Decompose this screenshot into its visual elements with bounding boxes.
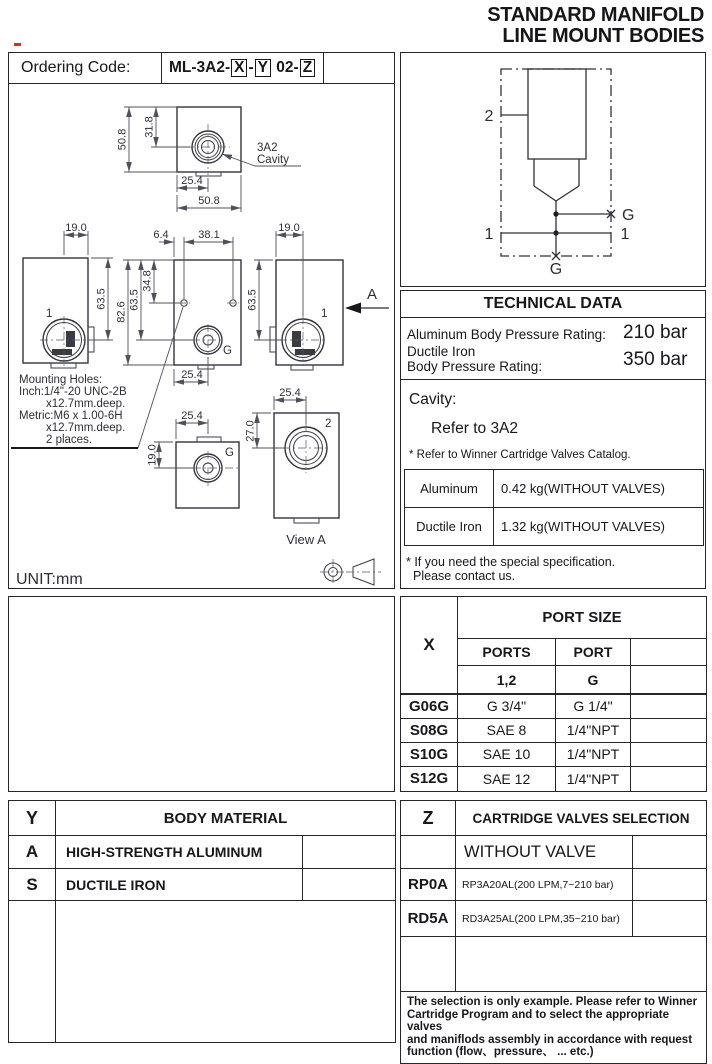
material-code: S <box>9 869 56 901</box>
port-code: S08G <box>401 718 458 742</box>
port-value: 1/4"NPT <box>556 766 631 791</box>
mounting-note-line: x12.7mm.deep. <box>46 422 126 434</box>
title-line-1: STANDARD MANIFOLD <box>487 4 704 26</box>
table-row <box>405 508 704 546</box>
empty-cell <box>631 666 707 694</box>
cartridge-valves-table <box>400 800 707 1064</box>
dim-gauge-x: 25.4 <box>181 410 203 422</box>
unit-label: UNIT:mm <box>16 571 83 586</box>
code-mid: 02- <box>272 59 299 76</box>
valve-label: RD3A25AL(200 LPM,35~210 bar) <box>456 901 633 937</box>
dim-cavity-offset-x: 25.4 <box>181 175 203 187</box>
port-value: 1/4"NPT <box>556 742 631 766</box>
cartridge-note-line: and maniflods assembly in accordance with request <box>407 1033 693 1046</box>
valve-code <box>401 836 456 869</box>
code-prefix: ML-3A2- <box>169 59 231 76</box>
table-row <box>401 869 707 901</box>
top-view <box>117 107 302 212</box>
technical-data-panel <box>400 290 706 589</box>
port-value: 1/4"NPT <box>556 718 631 742</box>
empty-cell <box>456 937 707 992</box>
table-row <box>401 836 707 869</box>
table-row <box>9 869 396 901</box>
ordering-code-label: Ordering Code: <box>21 59 131 76</box>
red-mark <box>14 43 21 46</box>
dim-gauge-y: 19.0 <box>146 444 159 466</box>
table-row <box>401 766 707 791</box>
cartridge-key: Z <box>401 801 456 836</box>
port-code: G06G <box>401 694 458 718</box>
dim-hole-spacing: 38.1 <box>198 229 220 241</box>
code-z-box: Z <box>300 59 315 77</box>
dim-rightview-y: 63.5 <box>246 289 259 311</box>
valve-label: RP3A20AL(200 LPM,7~210 bar) <box>456 869 633 901</box>
table-row <box>9 836 396 869</box>
port-code: S12G <box>401 766 458 791</box>
table-row <box>9 901 396 1043</box>
view-a-port-label: 2 <box>325 418 332 430</box>
empty-cell <box>9 901 56 1043</box>
table-row <box>401 597 707 639</box>
gauge-view-label: G <box>225 447 234 459</box>
mounting-note-line: Mounting Holes: <box>19 374 103 386</box>
cavity-label: Cavity: <box>409 391 457 408</box>
front-view <box>116 229 242 448</box>
cartridge-note-line: The selection is only example. Please refer to Winner <box>407 996 698 1008</box>
special-spec-note-2: Please contact us. <box>413 569 516 583</box>
technical-drawing <box>9 83 393 586</box>
divider <box>401 379 705 380</box>
title-line-2: LINE MOUNT BODIES <box>502 25 704 47</box>
body-material-title: BODY MATERIAL <box>56 801 396 836</box>
code-y-box: Y <box>255 59 271 77</box>
valve-schematic <box>401 53 704 285</box>
mounting-note-line: 2 places. <box>46 434 93 446</box>
section-arrow-a <box>345 286 389 314</box>
mounting-note-line: Metric:M6 x 1.00-6H <box>19 410 123 422</box>
body-material-table <box>8 800 396 1043</box>
material-label: DUCTILE IRON <box>56 869 303 901</box>
table-row <box>401 992 707 1064</box>
weight-material: Ductile Iron <box>405 508 494 546</box>
front-view-gauge-label: G <box>223 345 232 357</box>
ports-column-header: PORTS <box>458 639 556 666</box>
empty-cell <box>401 937 456 992</box>
cartridge-note-line: function (flow、pressure、 ... etc.) <box>407 1046 594 1058</box>
empty-cell <box>631 718 707 742</box>
section-label: A <box>367 286 378 303</box>
gauge-port-view <box>147 410 242 508</box>
empty-cell <box>633 869 707 901</box>
dim-view-a-y: 27.0 <box>244 420 257 442</box>
cavity-note: * Refer to Winner Cartridge Valves Catalog. <box>409 449 631 461</box>
technical-data-title: TECHNICAL DATA <box>401 291 705 318</box>
schematic-panel <box>400 52 706 287</box>
empty-cell <box>633 901 707 937</box>
valve-code: RD5A <box>401 901 456 937</box>
table-row <box>405 470 704 508</box>
empty-cell <box>56 901 396 1043</box>
table-row <box>401 718 707 742</box>
body-material-key: Y <box>9 801 56 836</box>
cartridge-note <box>401 992 707 1064</box>
ports-value: SAE 10 <box>458 742 556 766</box>
schematic-gauge-side: G <box>622 207 635 224</box>
port-size-table <box>400 596 707 792</box>
page-title <box>487 5 704 47</box>
third-angle-projection-icon <box>320 559 381 585</box>
empty-cell <box>303 836 396 869</box>
left-view-port-label: 1 <box>46 308 53 320</box>
view-a-caption: View A <box>286 532 326 547</box>
right-side-view <box>247 222 344 370</box>
view-a <box>245 387 340 547</box>
cartridge-valve-symbol <box>528 69 586 256</box>
cavity-label-line1: 3A2 <box>257 142 278 154</box>
gauge-branch <box>552 210 615 260</box>
port-column-subheader: G <box>556 666 631 694</box>
dim-front-port-y: 63.5 <box>128 289 141 311</box>
empty-cell <box>303 869 396 901</box>
ports-value: SAE 8 <box>458 718 556 742</box>
empty-cell <box>631 694 707 718</box>
table-row <box>401 937 707 992</box>
special-spec-note-1: * If you need the special specification. <box>406 555 616 569</box>
table-row <box>401 801 707 836</box>
mounting-note-line: Inch:1/4"-20 UNC-2B <box>19 386 127 398</box>
pressure-rating-aluminum-label: Aluminum Body Pressure Rating: <box>407 327 606 342</box>
dim-front-hole-y: 34.8 <box>141 270 154 292</box>
dim-front-height: 82.6 <box>115 301 128 323</box>
cavity-label-line2: Cavity <box>257 154 289 166</box>
weight-value: 1.32 kg(WITHOUT VALVES) <box>494 508 704 546</box>
left-side-view <box>23 222 113 368</box>
empty-cell <box>631 639 707 666</box>
weight-value: 0.42 kg(WITHOUT VALVES) <box>494 470 704 508</box>
dim-leftview-x: 19.0 <box>65 222 87 234</box>
right-view-port-label: 1 <box>321 308 328 320</box>
dim-front-port-x: 25.4 <box>181 369 203 381</box>
schematic-port-1-left: 1 <box>484 226 494 243</box>
cavity-value: Refer to 3A2 <box>431 420 519 437</box>
schematic-port-1-right: 1 <box>620 226 630 243</box>
schematic-port-2: 2 <box>484 108 494 125</box>
dim-rightview-x: 19.0 <box>278 222 300 234</box>
valve-code: RP0A <box>401 869 456 901</box>
empty-cell <box>631 766 707 791</box>
empty-cell <box>633 836 707 869</box>
dim-leftview-y: 63.5 <box>95 288 108 310</box>
dim-topview-width: 50.8 <box>198 195 220 207</box>
port-column-header: PORT <box>556 639 631 666</box>
pressure-rating-aluminum-value: 210 bar <box>623 322 688 343</box>
table-row <box>401 742 707 766</box>
port-size-title: PORT SIZE <box>458 597 707 639</box>
material-label: HIGH-STRENGTH ALUMINUM <box>56 836 303 869</box>
cartridge-note-line: Cartridge Program and to select the appropriate valves <box>407 1008 670 1033</box>
dim-cavity-offset-y: 31.8 <box>143 116 156 138</box>
code-x-box: X <box>231 59 247 77</box>
port-code: S10G <box>401 742 458 766</box>
ports-value: G 3/4" <box>458 694 556 718</box>
dim-hole-edge: 6.4 <box>153 229 169 241</box>
table-row <box>401 901 707 937</box>
material-code: A <box>9 836 56 869</box>
ports-column-subheader: 1,2 <box>458 666 556 694</box>
code-separator: - <box>248 59 254 76</box>
port-value: G 1/4" <box>556 694 631 718</box>
mounting-note-line: x12.7mm.deep. <box>46 398 126 410</box>
mounting-holes-note <box>11 374 138 448</box>
table-row <box>9 801 396 836</box>
dim-topview-height: 50.8 <box>116 128 129 151</box>
valve-label: WITHOUT VALVE <box>456 836 633 869</box>
pressure-rating-iron-label-2: Body Pressure Rating: <box>407 359 543 374</box>
ordering-code-row <box>9 53 394 84</box>
port-size-x-header: X <box>401 597 458 694</box>
cartridge-title: CARTRIDGE VALVES SELECTION <box>456 801 707 836</box>
ordering-code-value <box>161 53 324 83</box>
dim-view-a-x: 25.4 <box>279 387 301 399</box>
schematic-gauge-bottom: G <box>549 261 563 278</box>
pressure-rating-iron-value: 350 bar <box>623 349 688 370</box>
weight-material: Aluminum <box>405 470 494 508</box>
pressure-rating-iron-label-1: Ductile Iron <box>407 344 476 359</box>
empty-box <box>8 596 395 792</box>
drawing-panel <box>8 52 395 589</box>
empty-cell <box>631 742 707 766</box>
table-row <box>401 694 707 718</box>
ports-value: SAE 12 <box>458 766 556 791</box>
weight-table <box>404 469 704 546</box>
